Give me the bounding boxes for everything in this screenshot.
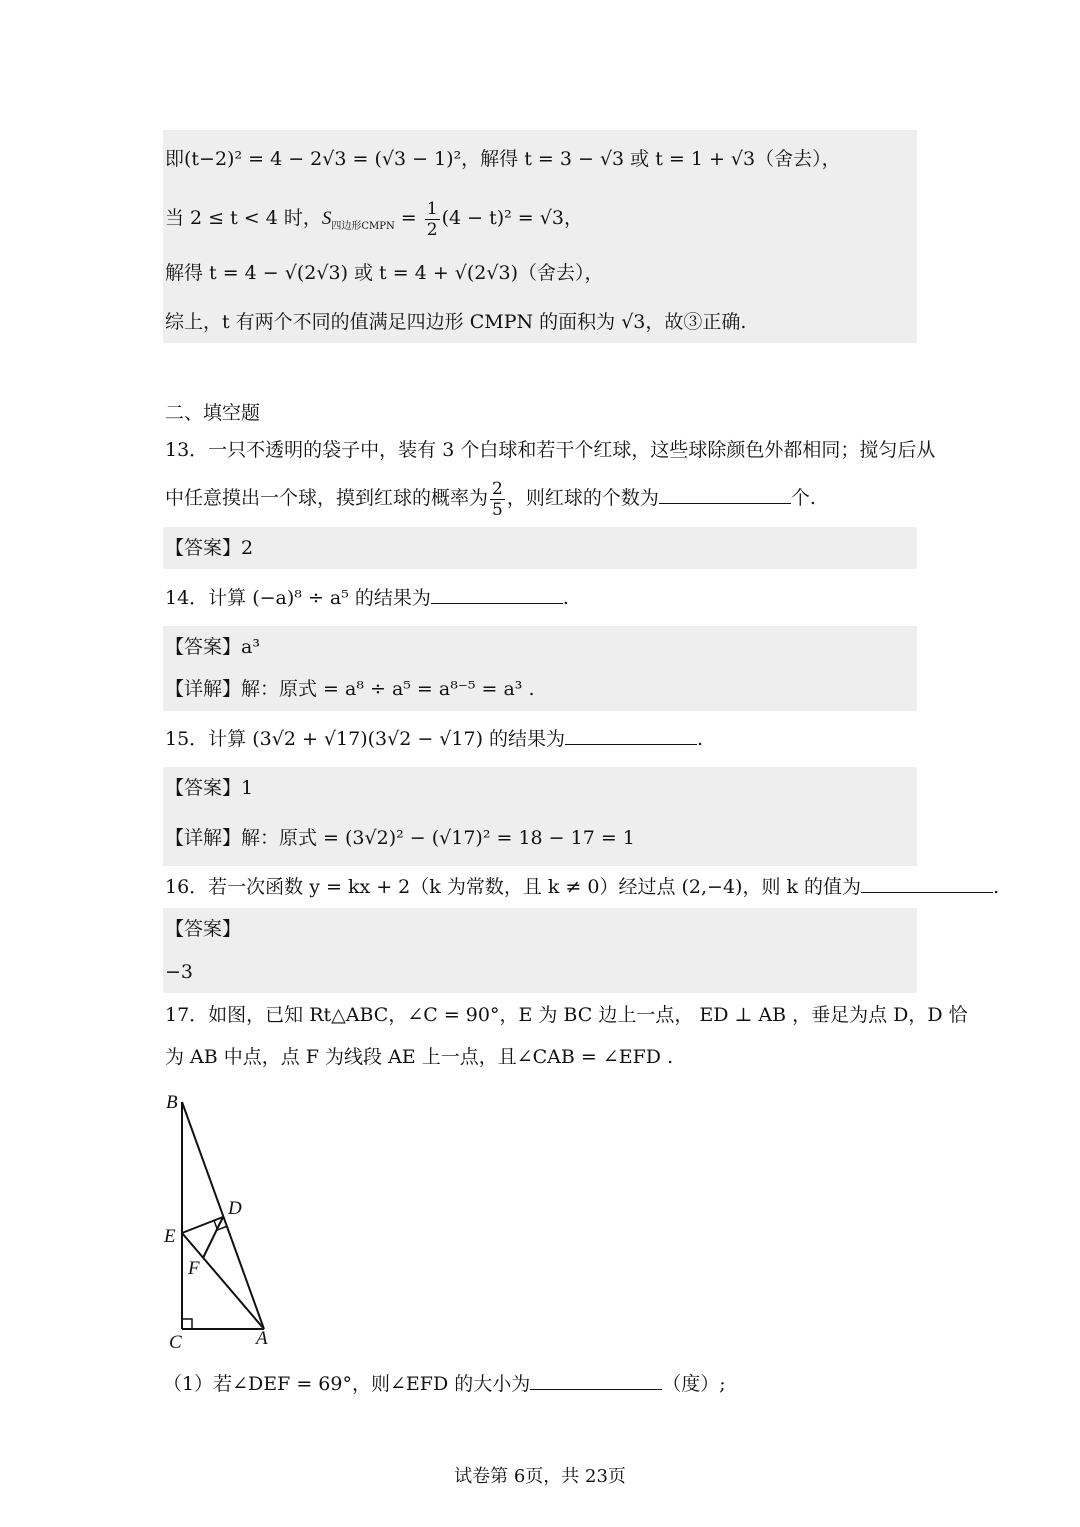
- answer-blank: [659, 483, 791, 504]
- probability-fraction: [490, 479, 505, 520]
- label-d: D: [228, 1198, 242, 1219]
- label-f: F: [188, 1258, 200, 1279]
- label-a: A: [256, 1328, 268, 1349]
- q14-line: [165, 583, 915, 613]
- fraction-numerator: 1: [426, 198, 438, 219]
- q15-detail: 【详解】解：原式 = (3√2)² − (√17)² = 18 − 17 = 1: [165, 827, 635, 849]
- answer-blank: [431, 583, 563, 604]
- q17-line-1: 17．如图，已知 Rt△ABC，∠C = 90°，E 为 BC 边上一点， ED ⊥ AB ，垂足为点 D，D 恰: [165, 1004, 968, 1026]
- q15-end: .: [697, 728, 704, 750]
- segment-ea: [182, 1233, 264, 1329]
- q13-line-2-end: 个.: [790, 487, 816, 509]
- q16-line: [165, 872, 1000, 902]
- segment-ab: [182, 1102, 264, 1329]
- solution-line-3: 解得 t = 4 − √(2√3) 或 t = 4 + √(2√3)（舍去），: [165, 262, 604, 284]
- q16-answer: 【答案】: [165, 918, 242, 940]
- q17-sub-1: [163, 1369, 913, 1399]
- solution-line-2-post: (4 − t)² = √3，: [441, 207, 583, 229]
- answer-blank: [565, 724, 697, 745]
- q13-line-2: [165, 478, 915, 520]
- triangle-figure: [160, 1086, 290, 1356]
- solution-line-2-eq: =: [394, 207, 423, 229]
- fraction-numerator: 2: [492, 478, 503, 499]
- section-heading: 二、填空题: [165, 402, 261, 424]
- fraction-denominator: 5: [492, 499, 503, 520]
- area-symbol: S: [321, 208, 332, 229]
- q16-answer-value: −3: [165, 961, 194, 983]
- q15-answer: 【答案】1: [165, 777, 254, 799]
- solution-line-1: 即(t−2)² = 4 − 2√3 = (√3 − 1)²，解得 t = 3 − √3 或 t = 1 + √3（舍去），: [165, 148, 841, 170]
- q14-end: .: [562, 587, 569, 609]
- label-b: B: [166, 1092, 178, 1113]
- q13-line-1: 13．一只不透明的袋子中，装有 3 个白球和若干个红球，这些球除颜色外都相同；搅匀后从: [165, 439, 936, 461]
- q16-end: .: [993, 876, 1000, 898]
- page-footer: 试卷第 6页，共 23页: [454, 1466, 626, 1487]
- q16-text: 16．若一次函数 y = kx + 2（k 为常数，且 k ≠ 0）经过点 (2,−4)，则 k 的值为: [165, 876, 862, 898]
- right-angle-mark-c: [182, 1319, 192, 1329]
- area-subscript: 四边形CMPN: [331, 220, 395, 232]
- q15-line: [165, 724, 915, 754]
- q14-answer: 【答案】a³: [165, 636, 260, 658]
- solution-line-2: [165, 198, 915, 247]
- q15-text: 15．计算 (3√2 + √17)(3√2 − √17) 的结果为: [165, 728, 566, 750]
- q14-text: 14．计算 (−a)⁸ ÷ a⁵ 的结果为: [165, 587, 431, 609]
- q17-sub-1-text: （1）若∠DEF = 69°，则∠EFD 的大小为: [163, 1373, 531, 1395]
- label-c: C: [169, 1332, 182, 1353]
- fraction-denominator: 2: [426, 219, 438, 240]
- answer-blank: [530, 1369, 662, 1390]
- half-fraction: [425, 199, 440, 240]
- solution-line-2-pre: 当 2 ≤ t < 4 时，: [165, 207, 322, 229]
- q13-line-2-post: ，则红球的个数为: [506, 487, 659, 509]
- q17-line-2: 为 AB 中点，点 F 为线段 AE 上一点，且∠CAB = ∠EFD .: [165, 1046, 674, 1068]
- q14-detail: 【详解】解：原式 = a⁸ ÷ a⁵ = a⁸⁻⁵ = a³ .: [165, 678, 535, 700]
- solution-line-4: 综上，t 有两个不同的值满足四边形 CMPN 的面积为 √3，故③正确.: [165, 311, 747, 333]
- q13-line-2-pre: 中任意摸出一个球，摸到红球的概率为: [165, 487, 489, 509]
- q13-answer: 【答案】2: [165, 537, 254, 559]
- answer-blank: [861, 872, 993, 893]
- q17-sub-1-end: （度）;: [662, 1373, 726, 1395]
- label-e: E: [164, 1226, 176, 1247]
